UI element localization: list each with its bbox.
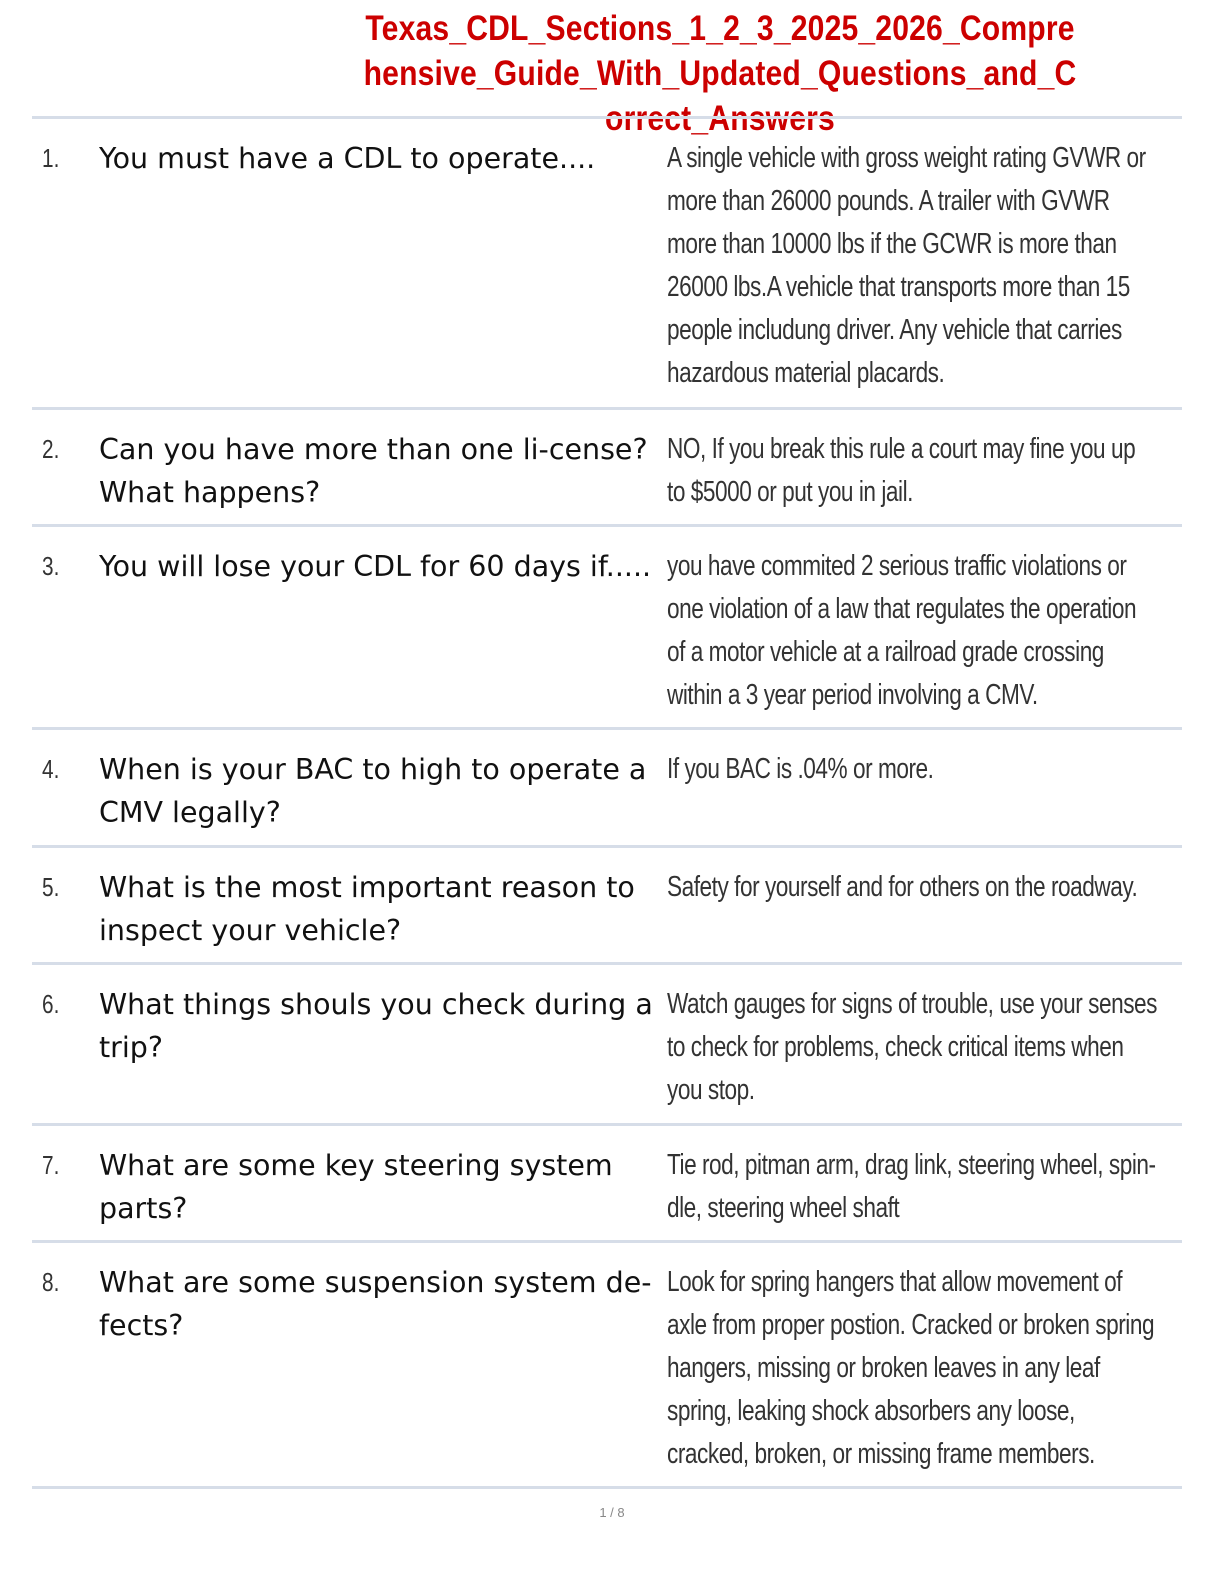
flashcard-row (32, 1126, 1182, 1243)
card-answer: A single vehicle with gross weight rating GVWR or more than 26000 pounds. A trailer with GVWR more than 10000 lbs if the GCWR is more than 26000 lbs.A vehicle that transports more than 15 people includung driver. Any vehicle that carries hazardous material placards. (667, 142, 1146, 389)
card-question: When is your BAC to high to operate a CMV legally? (99, 753, 647, 829)
card-answer: If you BAC is .04% or more. (667, 753, 934, 785)
card-number: 3. (42, 551, 60, 581)
card-question: You will lose your CDL for 60 days if..... (99, 550, 652, 583)
card-answer: you have commited 2 serious traffic violations or one violation of a law that regulates the operation of a motor vehicle at a railroad grade crossing within a 3 year period involving a CMV. (667, 550, 1137, 711)
flashcard-row (32, 730, 1182, 848)
flashcard-row (32, 410, 1182, 527)
card-answer: Look for spring hangers that allow movement of axle from proper postion. Cracked or broken spring hangers, missing or broken leaves in any leaf spring, leaking shock absorbers any loose, cracked, broken, or missing frame members. (667, 1266, 1155, 1470)
card-answer: Tie rod, pitman arm, drag link, steering wheel, spin-dle, steering wheel shaft (667, 1149, 1156, 1224)
flashcard-row (32, 119, 1182, 410)
document-title: Texas_CDL_Sections_1_2_3_2025_2026_Comprehensive_Guide_With_Updated_Questions_and_Correct_Answers (363, 9, 1077, 138)
flashcard-row (32, 965, 1182, 1126)
card-question: You must have a CDL to operate.... (99, 142, 596, 175)
card-question: What are some key steering system parts? (99, 1149, 613, 1225)
card-question: What are some suspension system de-fects? (99, 1266, 652, 1342)
card-answer: Watch gauges for signs of trouble, use your senses to check for problems, check critical items when you stop. (667, 988, 1158, 1106)
flashcard-row (32, 1243, 1182, 1489)
card-number: 8. (42, 1267, 60, 1297)
card-answer: Safety for yourself and for others on the roadway. (667, 871, 1138, 903)
flashcard-row (32, 848, 1182, 965)
card-number: 2. (42, 434, 60, 464)
flashcard-list (32, 116, 1182, 1489)
card-number: 6. (42, 989, 60, 1019)
card-question: Can you have more than one li-cense?What happens? (99, 433, 648, 509)
card-number: 5. (42, 872, 60, 902)
card-number: 1. (42, 143, 60, 173)
card-answer: NO, If you break this rule a court may fine you up to $5000 or put you in jail. (667, 433, 1136, 508)
card-question: What things shouls you check during a trip? (99, 988, 653, 1064)
card-number: 7. (42, 1150, 60, 1180)
page-number: 1 / 8 (599, 1505, 625, 1520)
flashcard-row (32, 527, 1182, 730)
card-question: What is the most important reason to inspect your vehicle? (99, 871, 635, 947)
card-number: 4. (42, 754, 60, 784)
